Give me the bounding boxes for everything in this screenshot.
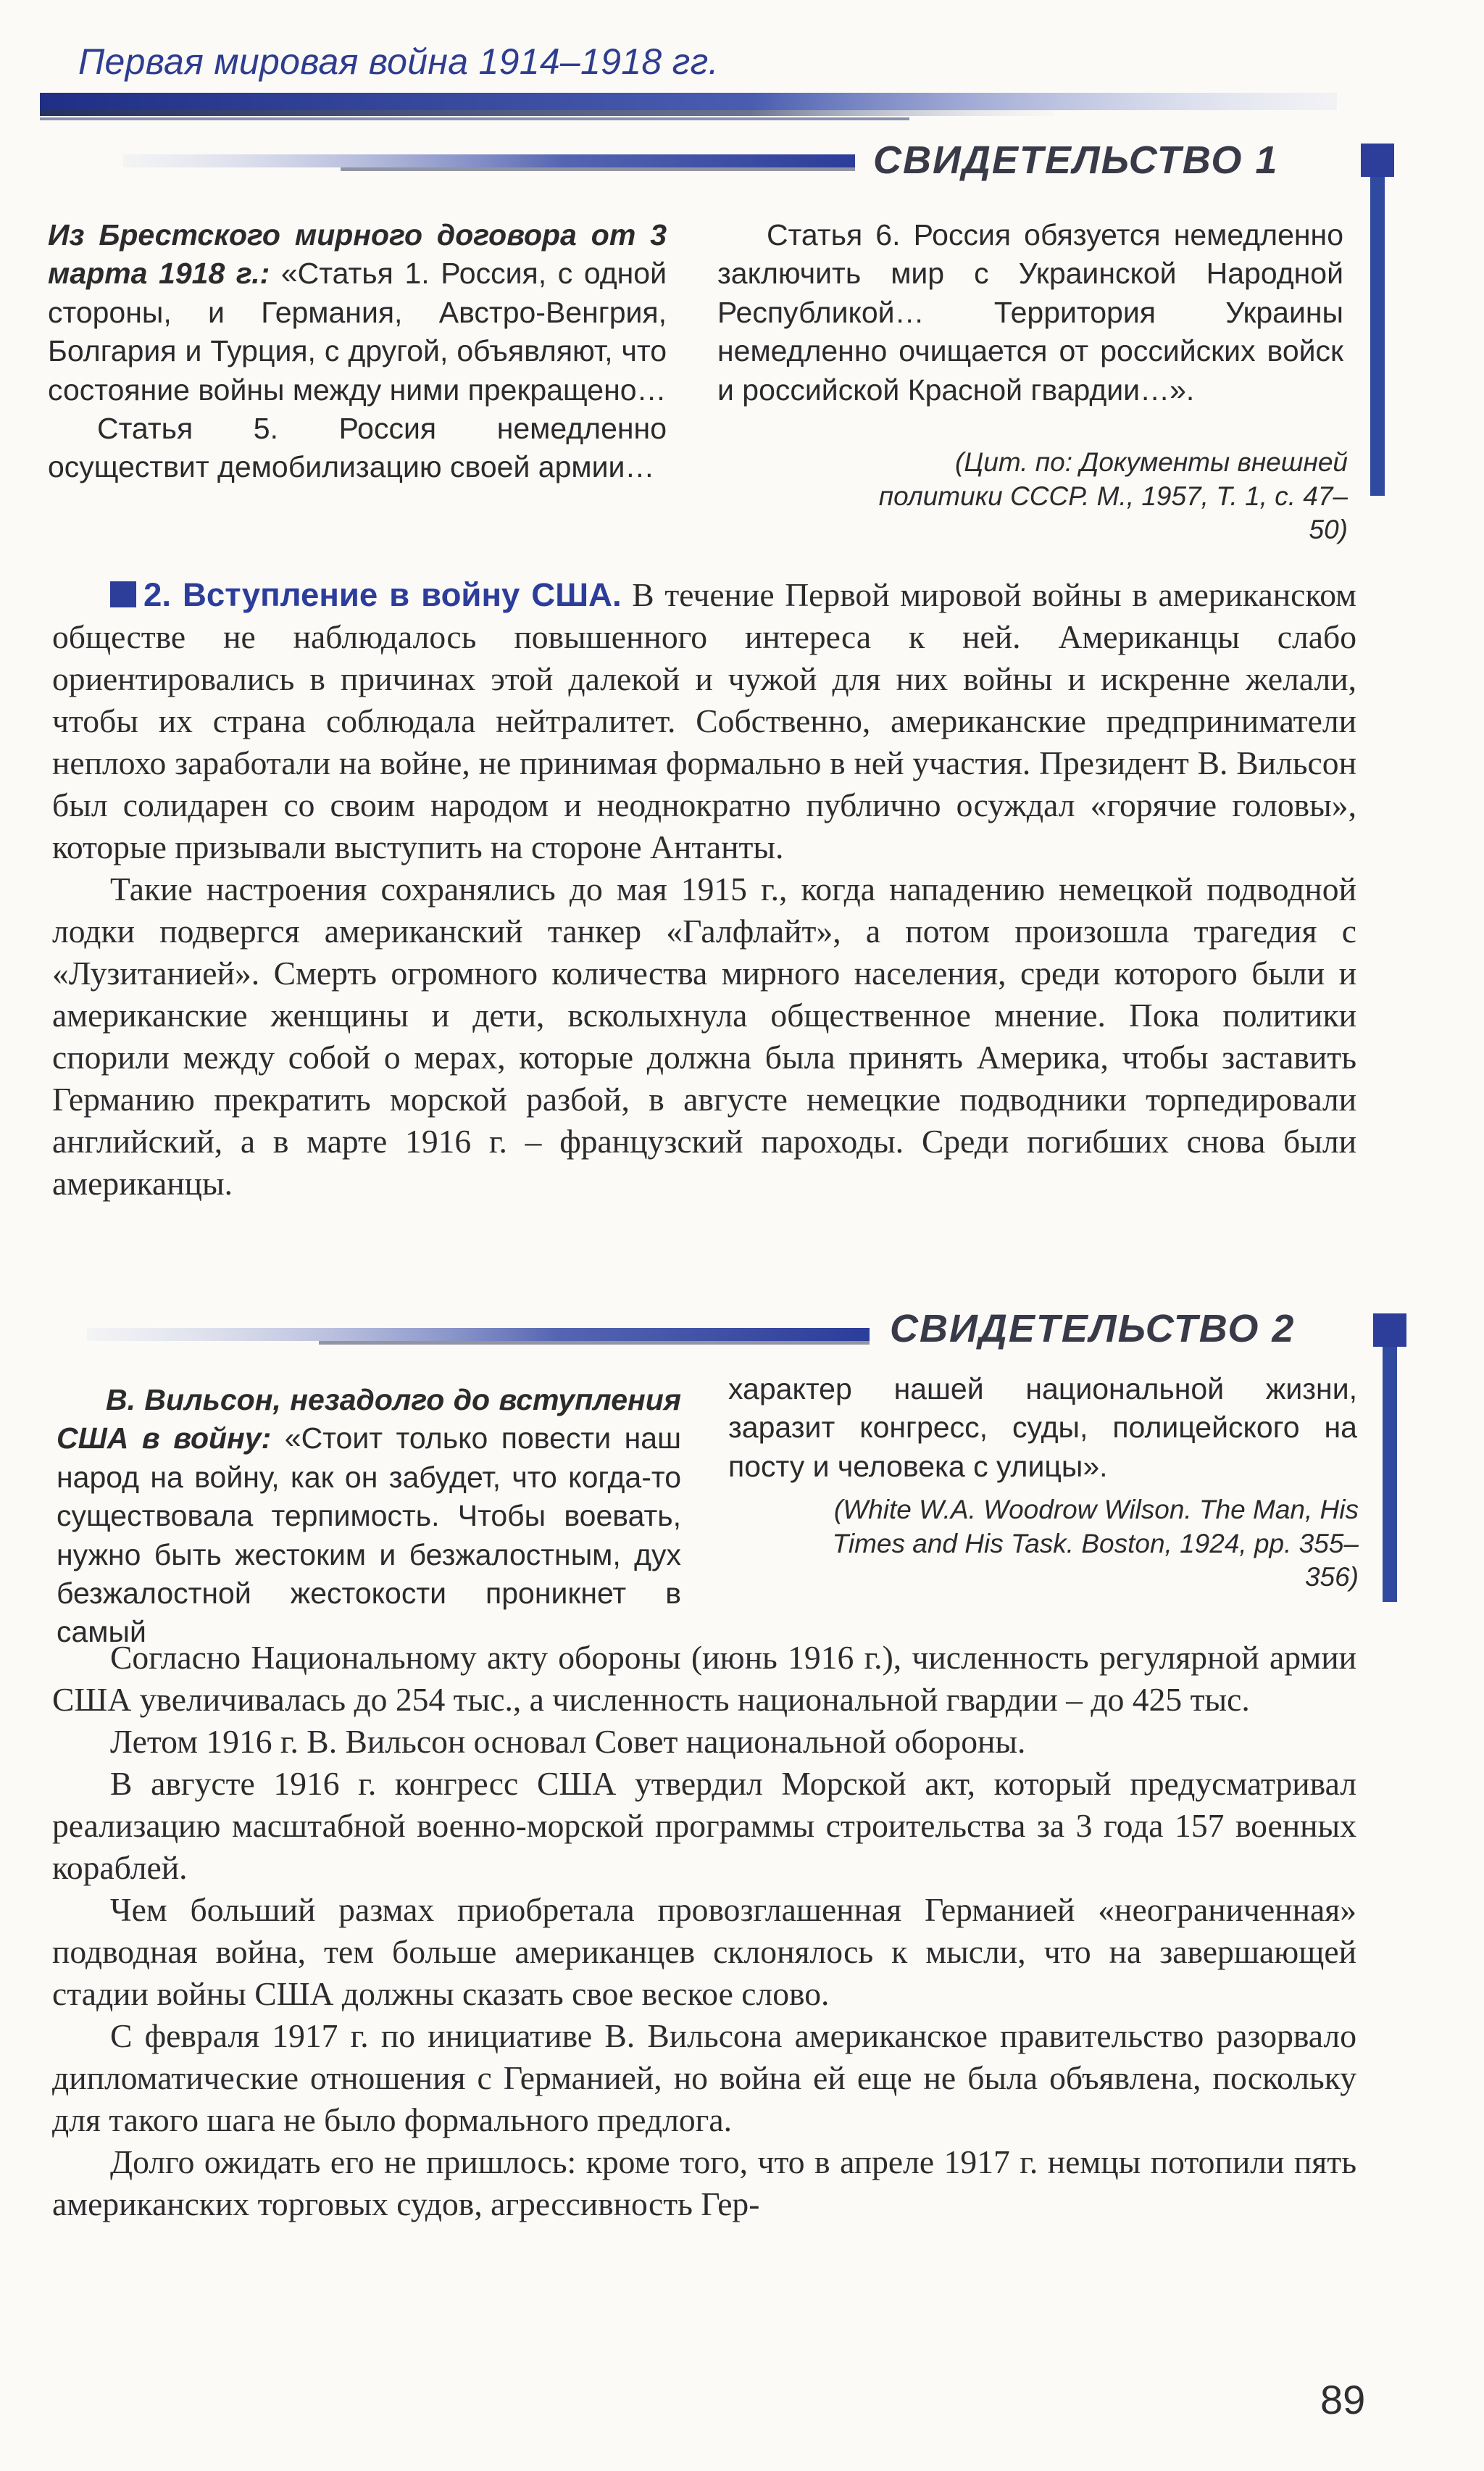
evidence-1-quote-part-1: «Статья 1. Россия, с одной стороны, и Германия, Австро-Венгрия, Болгария и Турция, с другой, объявляют, что состояние войны между ними прекращено… — [48, 257, 667, 407]
evidence-2-marker — [1373, 1313, 1406, 1347]
evidence-1-rule — [123, 151, 855, 173]
section-2-paragraph-2: Такие настроения сохранялись до мая 1915 г., когда нападению немецкой подводной лодки подвергся американский танкер «Галфлайт», а потом произошла трагедия с «Лузитанией». Смерть огромного количества мирного населения, среди которого были и американские женщины и дети, всколыхнула общественное мнение. Пока политики спорили между собой о мерах, которые должна была принять Америка, чтобы заставить Германию прекратить морской разбой, в августе немецкие подводники торпедировали английский, а в марте 1916 г. – французский пароходы. Среди погибших снова были американцы. — [52, 871, 1356, 1202]
header-decorative-band — [40, 93, 1337, 126]
body-paragraph-6: Долго ожидать его не пришлось: кроме того, что в апреле 1917 г. немцы потопили пять американских торговых судов, агрессивность Гер- — [52, 2143, 1356, 2222]
evidence-1-intro: Из Брестского мирного договора от 3 марта 1918 г.: — [48, 218, 667, 291]
evidence-2-intro: В. Вильсон, незадолго до вступления США в войну: — [57, 1383, 681, 1455]
evidence-2-right-column — [728, 1370, 1357, 1486]
evidence-1-quote-part-2: Статья 5. Россия немедленно осуществит демобилизацию своей армии… — [48, 412, 667, 484]
body-paragraph-3: В августе 1916 г. конгресс США утвердил Морской акт, который предусматривал реализацию масштабной военно-морской программы строительства за 3 года 157 военных кораблей. — [52, 1765, 1356, 1886]
evidence-1-heading: СВИДЕТЕЛЬСТВО 1 — [873, 138, 1279, 182]
page-number: 89 — [1320, 2377, 1366, 2422]
section-2-paragraph-1: В течение Первой мировой войны в американском обществе не наблюдалось повышенного интереса к ней. Американцы слабо ориентировались в причинах этой далекой и чужой для них войны и искренне желали, чтобы их страна соблюдала нейтралитет. Собственно, американские предприниматели неплохо заработали на войне, не принимая формально в ней участия. Президент В. Вильсон был солидарен со своим народом и неоднократно публично осуждал «горячие головы», которые призывали выступить на стороне Антанты. — [52, 576, 1356, 865]
evidence-2-side-bar — [1383, 1347, 1397, 1602]
evidence-1-right-column — [717, 216, 1343, 410]
evidence-1-side-bar — [1370, 177, 1385, 496]
evidence-2-quote-part-2: характер нашей национальной жизни, заразит конгресс, суды, полицейского на посту и человека с улицы». — [728, 1372, 1357, 1483]
evidence-1-quote-part-3: Статья 6. Россия обязуется немедленно заключить мир с Украинской Народной Республикой… Территория Украины немедленно очищается от российских войск и российской Красной гвардии…». — [717, 218, 1343, 407]
section-2-body — [52, 574, 1356, 1205]
section-marker — [110, 581, 136, 607]
continued-body — [52, 1637, 1356, 2225]
body-paragraph-1: Согласно Национальному акту обороны (июнь 1916 г.), численность регулярной армии США увеличивалась до 254 тыс., а численность национальной гвардии – до 425 тыс. — [52, 1639, 1356, 1718]
evidence-1-marker — [1361, 144, 1394, 177]
evidence-1-source: (Цит. по: Документы внешней политики СССР. М., 1957, Т. 1, с. 47–50) — [878, 447, 1348, 544]
evidence-1-left-column — [48, 216, 667, 487]
evidence-2-heading: СВИДЕТЕЛЬСТВО 2 — [890, 1307, 1296, 1350]
evidence-2-rule — [87, 1325, 870, 1347]
evidence-2-source: (White W.A. Woodrow Wilson. The Man, His Times and His Task. Boston, 1924, pp. 355–356) — [832, 1495, 1359, 1592]
evidence-2-left-column — [57, 1381, 681, 1652]
running-title: Первая мировая война 1914–1918 гг. — [78, 41, 719, 82]
body-paragraph-5: С февраля 1917 г. по инициативе В. Вильсона американское правительство разорвало дипломатические отношения с Германией, но война ей еще не была объявлена, поскольку для такого шага не было формального предлога. — [52, 2017, 1356, 2138]
section-2-heading: 2. Вступление в войну США. — [143, 576, 622, 613]
body-paragraph-4: Чем больший размах приобретала провозглашенная Германией «неограниченная» подводная война, тем больше американцев склонялось к мысли, что на завершающей стадии войны США должны сказать свое веское слово. — [52, 1891, 1356, 2012]
body-paragraph-2: Летом 1916 г. В. Вильсон основал Совет национальной обороны. — [110, 1723, 1026, 1760]
evidence-2-quote-part-1: «Стоит только повести наш народ на войну, как он забудет, что когда-то существовала терпимость. Чтобы воевать, нужно быть жестоким и безжалостным, дух безжалостной жестокости проникнет в самый — [57, 1421, 681, 1649]
